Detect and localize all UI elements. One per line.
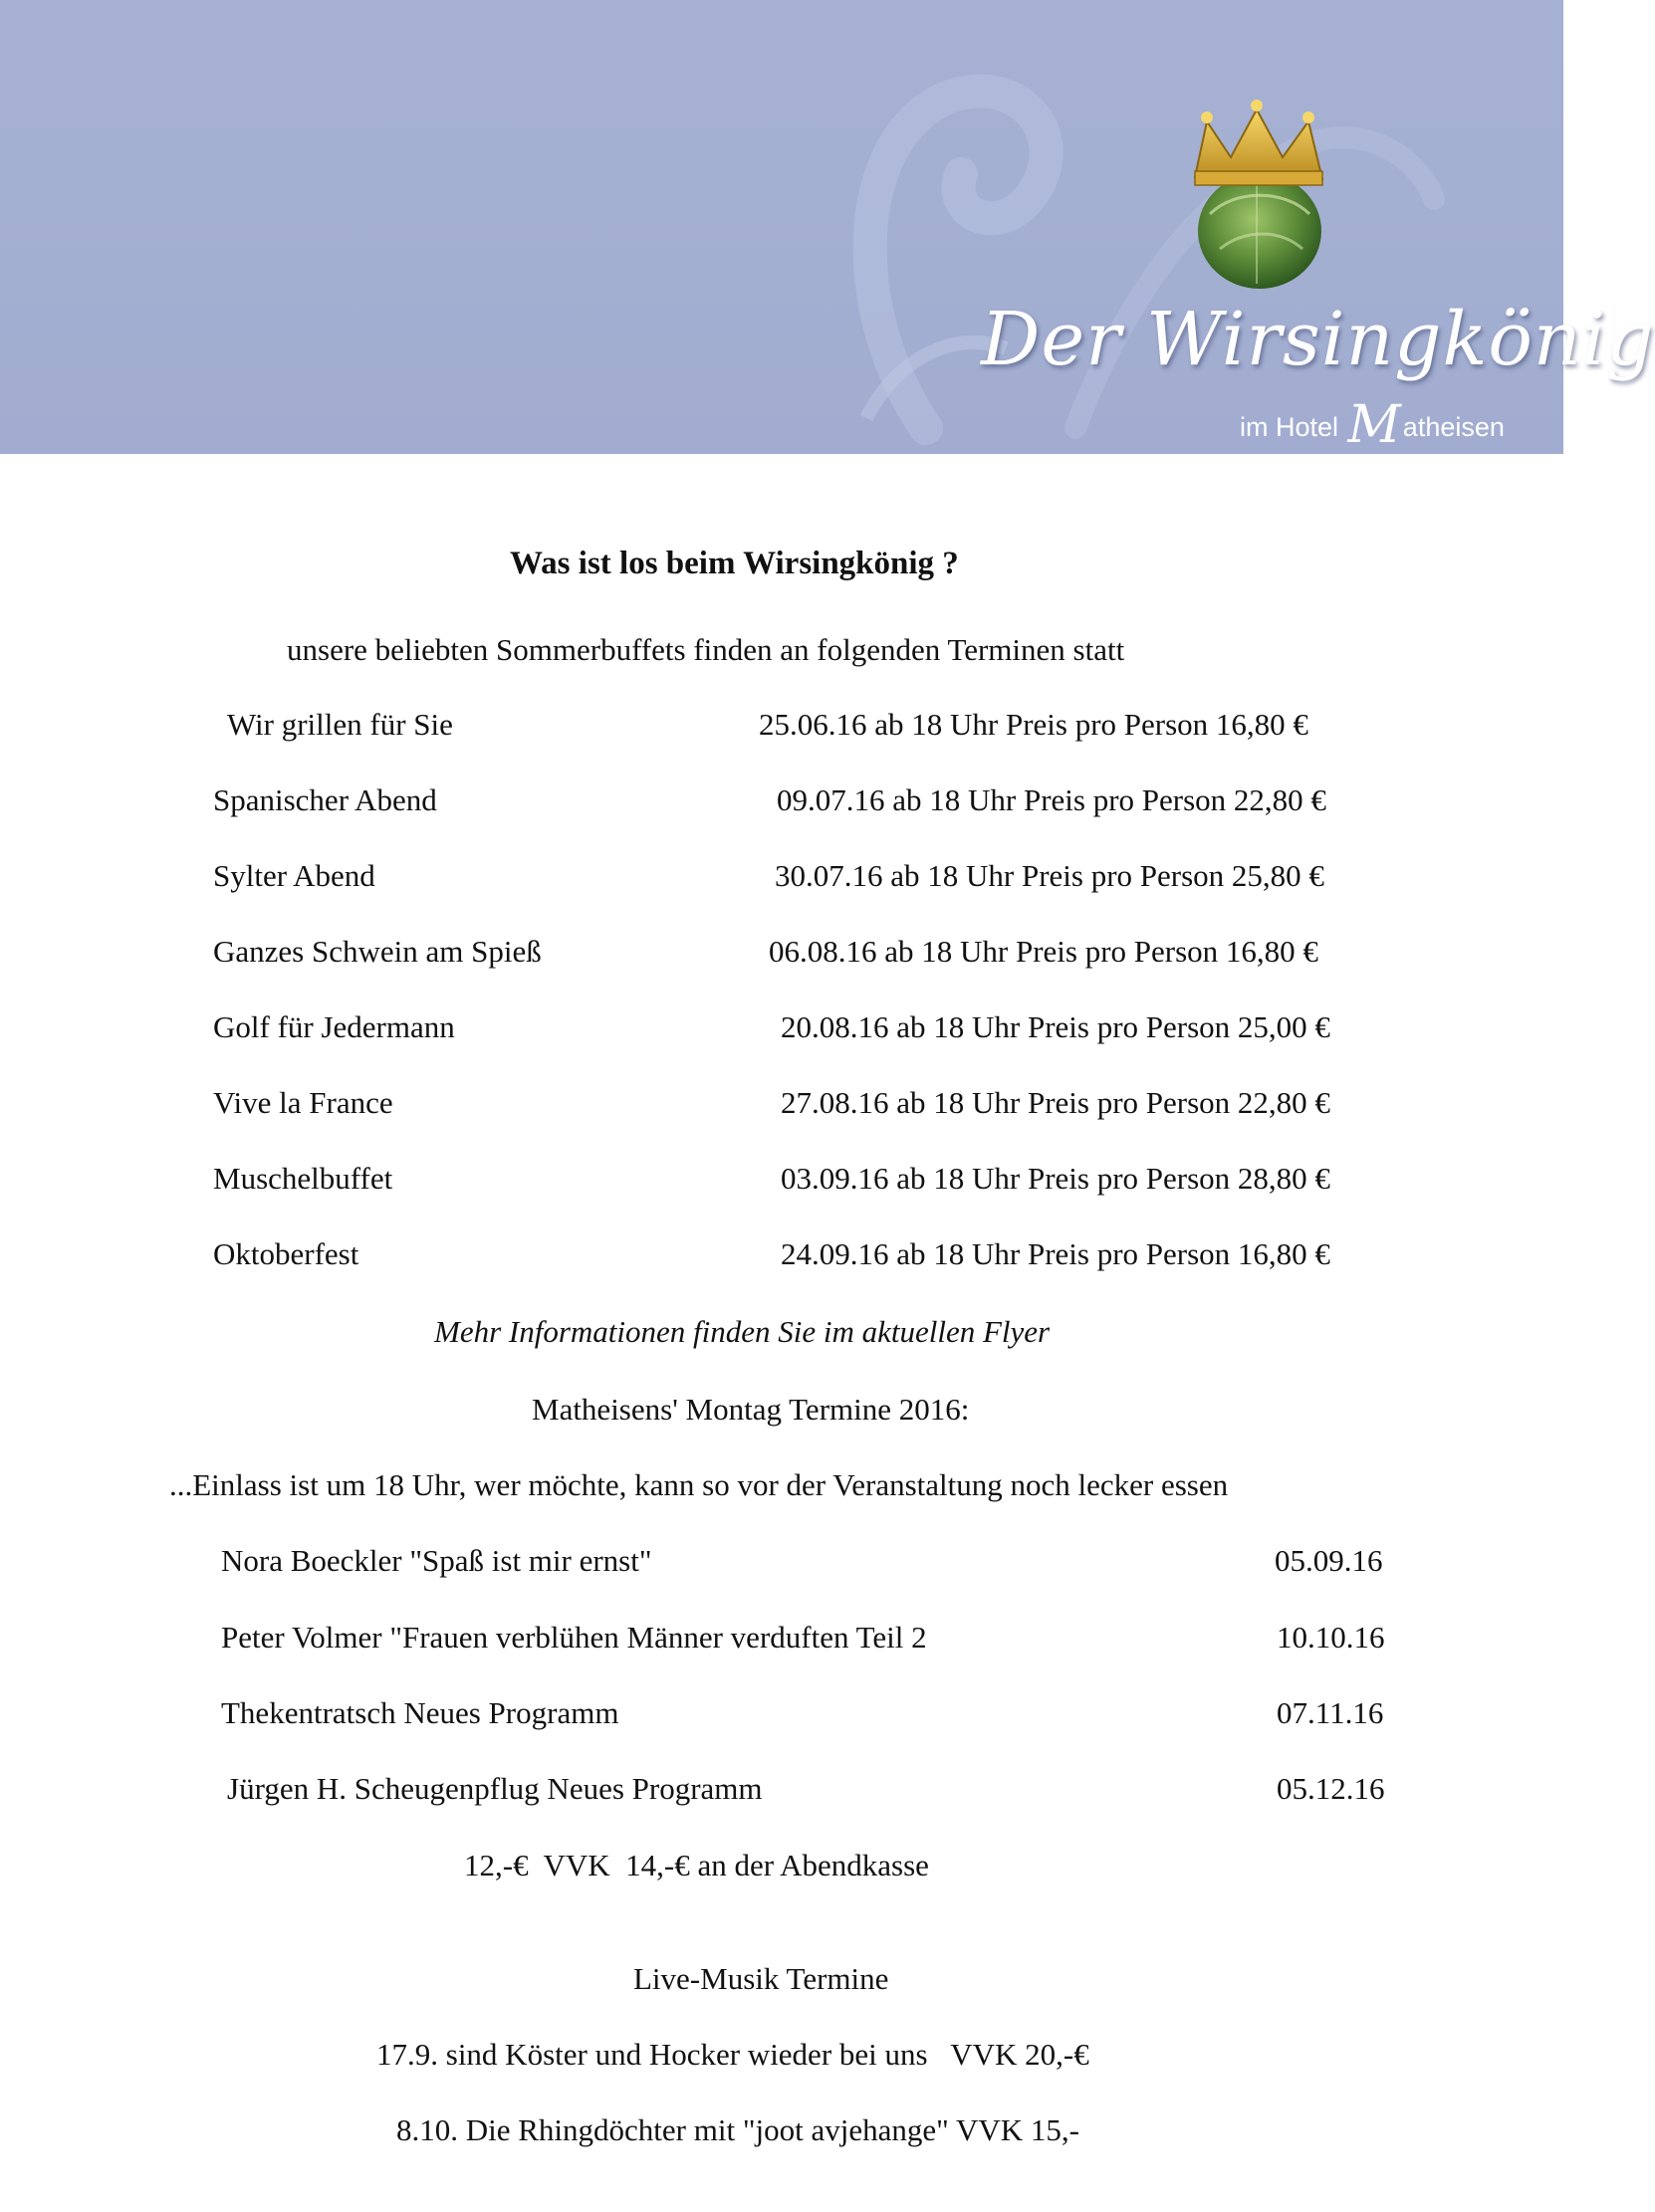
- more-info-note: Mehr Informationen finden Sie im aktuellen Flyer: [434, 1314, 1051, 1349]
- header-banner: [0, 0, 1655, 455]
- summer-intro: unsere beliebten Sommerbuffets finden an folgenden Terminen statt: [287, 632, 1125, 667]
- monday-event-name: Peter Volmer "Frauen verblühen Männer verduften Teil 2: [221, 1620, 927, 1655]
- summer-event-name: Oktoberfest: [213, 1236, 359, 1271]
- summer-event-name: Sylter Abend: [213, 858, 375, 893]
- brand-subtitle: im Hotel Matheisen: [1240, 395, 1505, 455]
- brand-name: Der Wirsingkönig: [981, 297, 1655, 382]
- summer-event-details: 06.08.16 ab 18 Uhr Preis pro Person 16,80 €: [769, 934, 1318, 969]
- cabbage-king-logo-icon: [1195, 100, 1322, 289]
- live-music-event: 17.9. sind Köster und Hocker wieder bei uns VVK 20,-€: [376, 2037, 1089, 2072]
- live-music-title: Live-Musik Termine: [633, 1961, 889, 1996]
- monday-prices: 12,-€ VVK 14,-€ an der Abendkasse: [464, 1848, 929, 1882]
- summer-event-name: Spanischer Abend: [213, 782, 437, 817]
- monday-event-date: 10.10.16: [1277, 1620, 1385, 1655]
- monday-event-date: 07.11.16: [1277, 1695, 1384, 1730]
- monday-event-name: Thekentratsch Neues Programm: [221, 1695, 619, 1730]
- monday-event-date: 05.09.16: [1275, 1543, 1383, 1578]
- summer-event-details: 09.07.16 ab 18 Uhr Preis pro Person 22,80 €: [777, 782, 1326, 817]
- monday-event-date: 05.12.16: [1277, 1771, 1385, 1806]
- summer-event-name: Ganzes Schwein am Spieß: [213, 934, 542, 969]
- summer-event-details: 30.07.16 ab 18 Uhr Preis pro Person 25,80 €: [775, 858, 1324, 893]
- summer-event-details: 20.08.16 ab 18 Uhr Preis pro Person 25,00 €: [781, 1009, 1330, 1044]
- monday-event-name: Jürgen H. Scheugenpflug Neues Programm: [227, 1771, 763, 1806]
- decorative-swirl-graphic: [0, 0, 1563, 454]
- summer-event-details: 25.06.16 ab 18 Uhr Preis pro Person 16,80 €: [759, 707, 1308, 742]
- summer-event-name: Vive la France: [213, 1085, 393, 1120]
- monday-title: Matheisens' Montag Termine 2016:: [532, 1392, 970, 1427]
- live-music-event: 8.10. Die Rhingdöchter mit "joot avjehange" VVK 15,-: [396, 2112, 1079, 2147]
- summer-event-details: 03.09.16 ab 18 Uhr Preis pro Person 28,80 €: [781, 1161, 1330, 1196]
- summer-event-name: Golf für Jedermann: [213, 1009, 455, 1044]
- monday-intro: ...Einlass ist um 18 Uhr, wer möchte, kann so vor der Veranstaltung noch lecker essen: [169, 1467, 1229, 1502]
- summer-event-name: Wir grillen für Sie: [227, 707, 453, 742]
- summer-event-details: 27.08.16 ab 18 Uhr Preis pro Person 22,80 €: [781, 1085, 1330, 1120]
- page-title: Was ist los beim Wirsingkönig ?: [510, 546, 959, 581]
- monday-event-name: Nora Boeckler "Spaß ist mir ernst": [221, 1543, 652, 1578]
- summer-event-details: 24.09.16 ab 18 Uhr Preis pro Person 16,80 €: [781, 1236, 1330, 1271]
- summer-event-name: Muschelbuffet: [213, 1161, 393, 1196]
